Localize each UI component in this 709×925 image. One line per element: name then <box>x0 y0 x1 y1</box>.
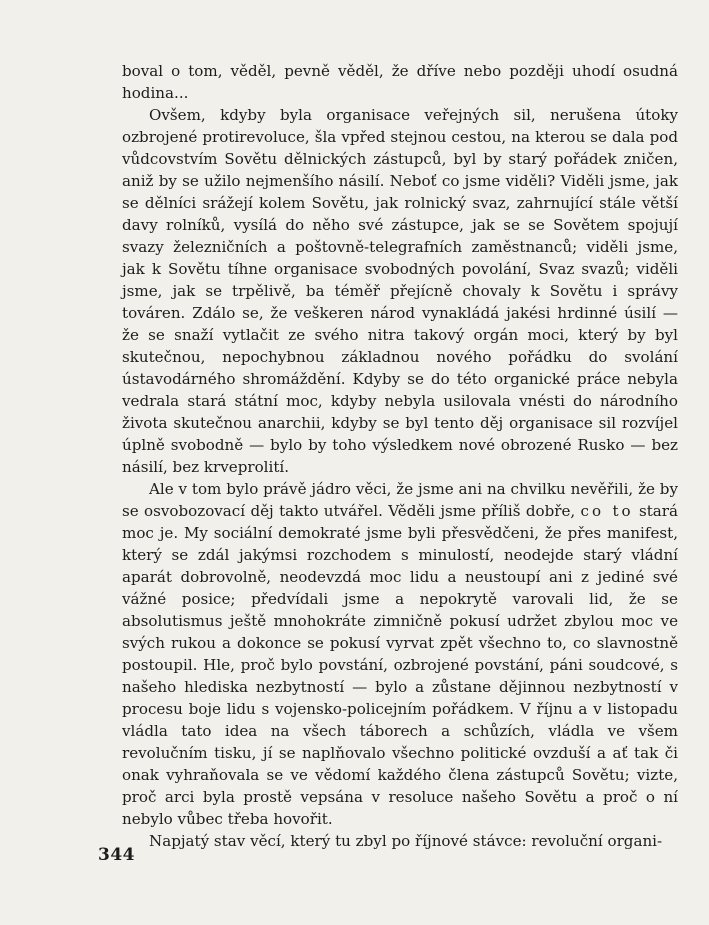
paragraph <box>122 104 678 478</box>
emphasized-text: co to <box>580 502 634 520</box>
paragraph <box>122 830 678 852</box>
text-run: Napjatý stav věcí, který tu zbyl po říjnové stávce: revoluční organi- <box>149 832 663 850</box>
paragraph <box>122 478 678 830</box>
page-number: 344 <box>98 845 135 865</box>
text-run: Ale v tom bylo právě jádro věci, že jsme ani na chvilku nevěřili, že by se osvobozovací děj takto utvářel. Věděli jsme příliš dobře, <box>122 480 678 520</box>
paragraph <box>122 60 678 104</box>
text-run: Ovšem, kdyby byla organisace veřejných sil, nerušena útoky ozbrojené protirevoluce, šla vpřed stejnou cestou, na kterou se dala pod vůdcovstvím Sovětu dělnických zástupců, byl by starý pořádek zničen, aniž by se užilo nejmenšího násilí. Neboť co jsme viděli? Viděli jsme, jak se dělníci srážejí kolem Sovětu, jak rolnický svaz, zahrnující stále větší davy rolníků, vysílá do něho své zástupce, jak se se Sovětem spojují svazy železničních a poštovně-telegrafních zaměstnanců; viděli jsme, jak k Sovětu tíhne organisace svobodných povolání, Svaz svazů; viděli jsme, jak se trpělivě, ba téměř přejícně chovaly k Sovětu i správy továren. Zdálo se, že veškeren národ vynakládá jakési hrdinné úsilí — že se snaží vytlačit ze svého nitra takový orgán moci, který by byl skutečnou, nepochybnou základnou nového pořádku do svolání ústavodárného shromáždění. Kdyby se do této organické práce nebyla vedrala stará státní moc, kdyby nebyla usilovala vnésti do národního života skutečnou anarchii, kdyby se byl tento děj organisace sil rozvíjel úplně svobodně — bylo by toho výsledkem nové obrozené Rusko — bez násilí, bez krveprolití. <box>122 106 678 476</box>
text-run: boval o tom, věděl, pevně věděl, že dříve nebo později uhodí osudná hodina... <box>122 62 678 102</box>
body-text <box>122 60 678 852</box>
text-run: stará moc je. My sociální demokraté jsme byli přesvědčeni, že přes manifest, který se zdál jakýmsi rozchodem s minulostí, neodejde starý vládní aparát dobrovolně, neodevzdá moc lidu a neustoupí ani z jediné své vážné posice; předvídali jsme a nepokrytě varovali lid, že se absolutismus ještě mnohokráte zimničně pokusí udržet zbylou moc ve svých rukou a dokonce se pokusí vyrvat zpět všechno to, co slavnostně postoupil. Hle, proč bylo povstání, ozbrojené povstání, páni soudcové, s našeho hlediska nezbytností — bylo a zůstane dějinnou nezbytností v procesu boje lidu s vojensko-policejním pořádkem. V říjnu a v listopadu vládla tato idea na všech táborech a schůzích, vládla ve všem revolučním tisku, jí se naplňovalo všechno politické ovzduší a ať tak či onak vyhraňovala se ve vědomí každého člena zástupců Sovětu; vizte, proč arci byla prostě vepsána v resoluce našeho Sovětu a proč o ní nebylo vůbec třeba hovořit. <box>122 502 678 828</box>
